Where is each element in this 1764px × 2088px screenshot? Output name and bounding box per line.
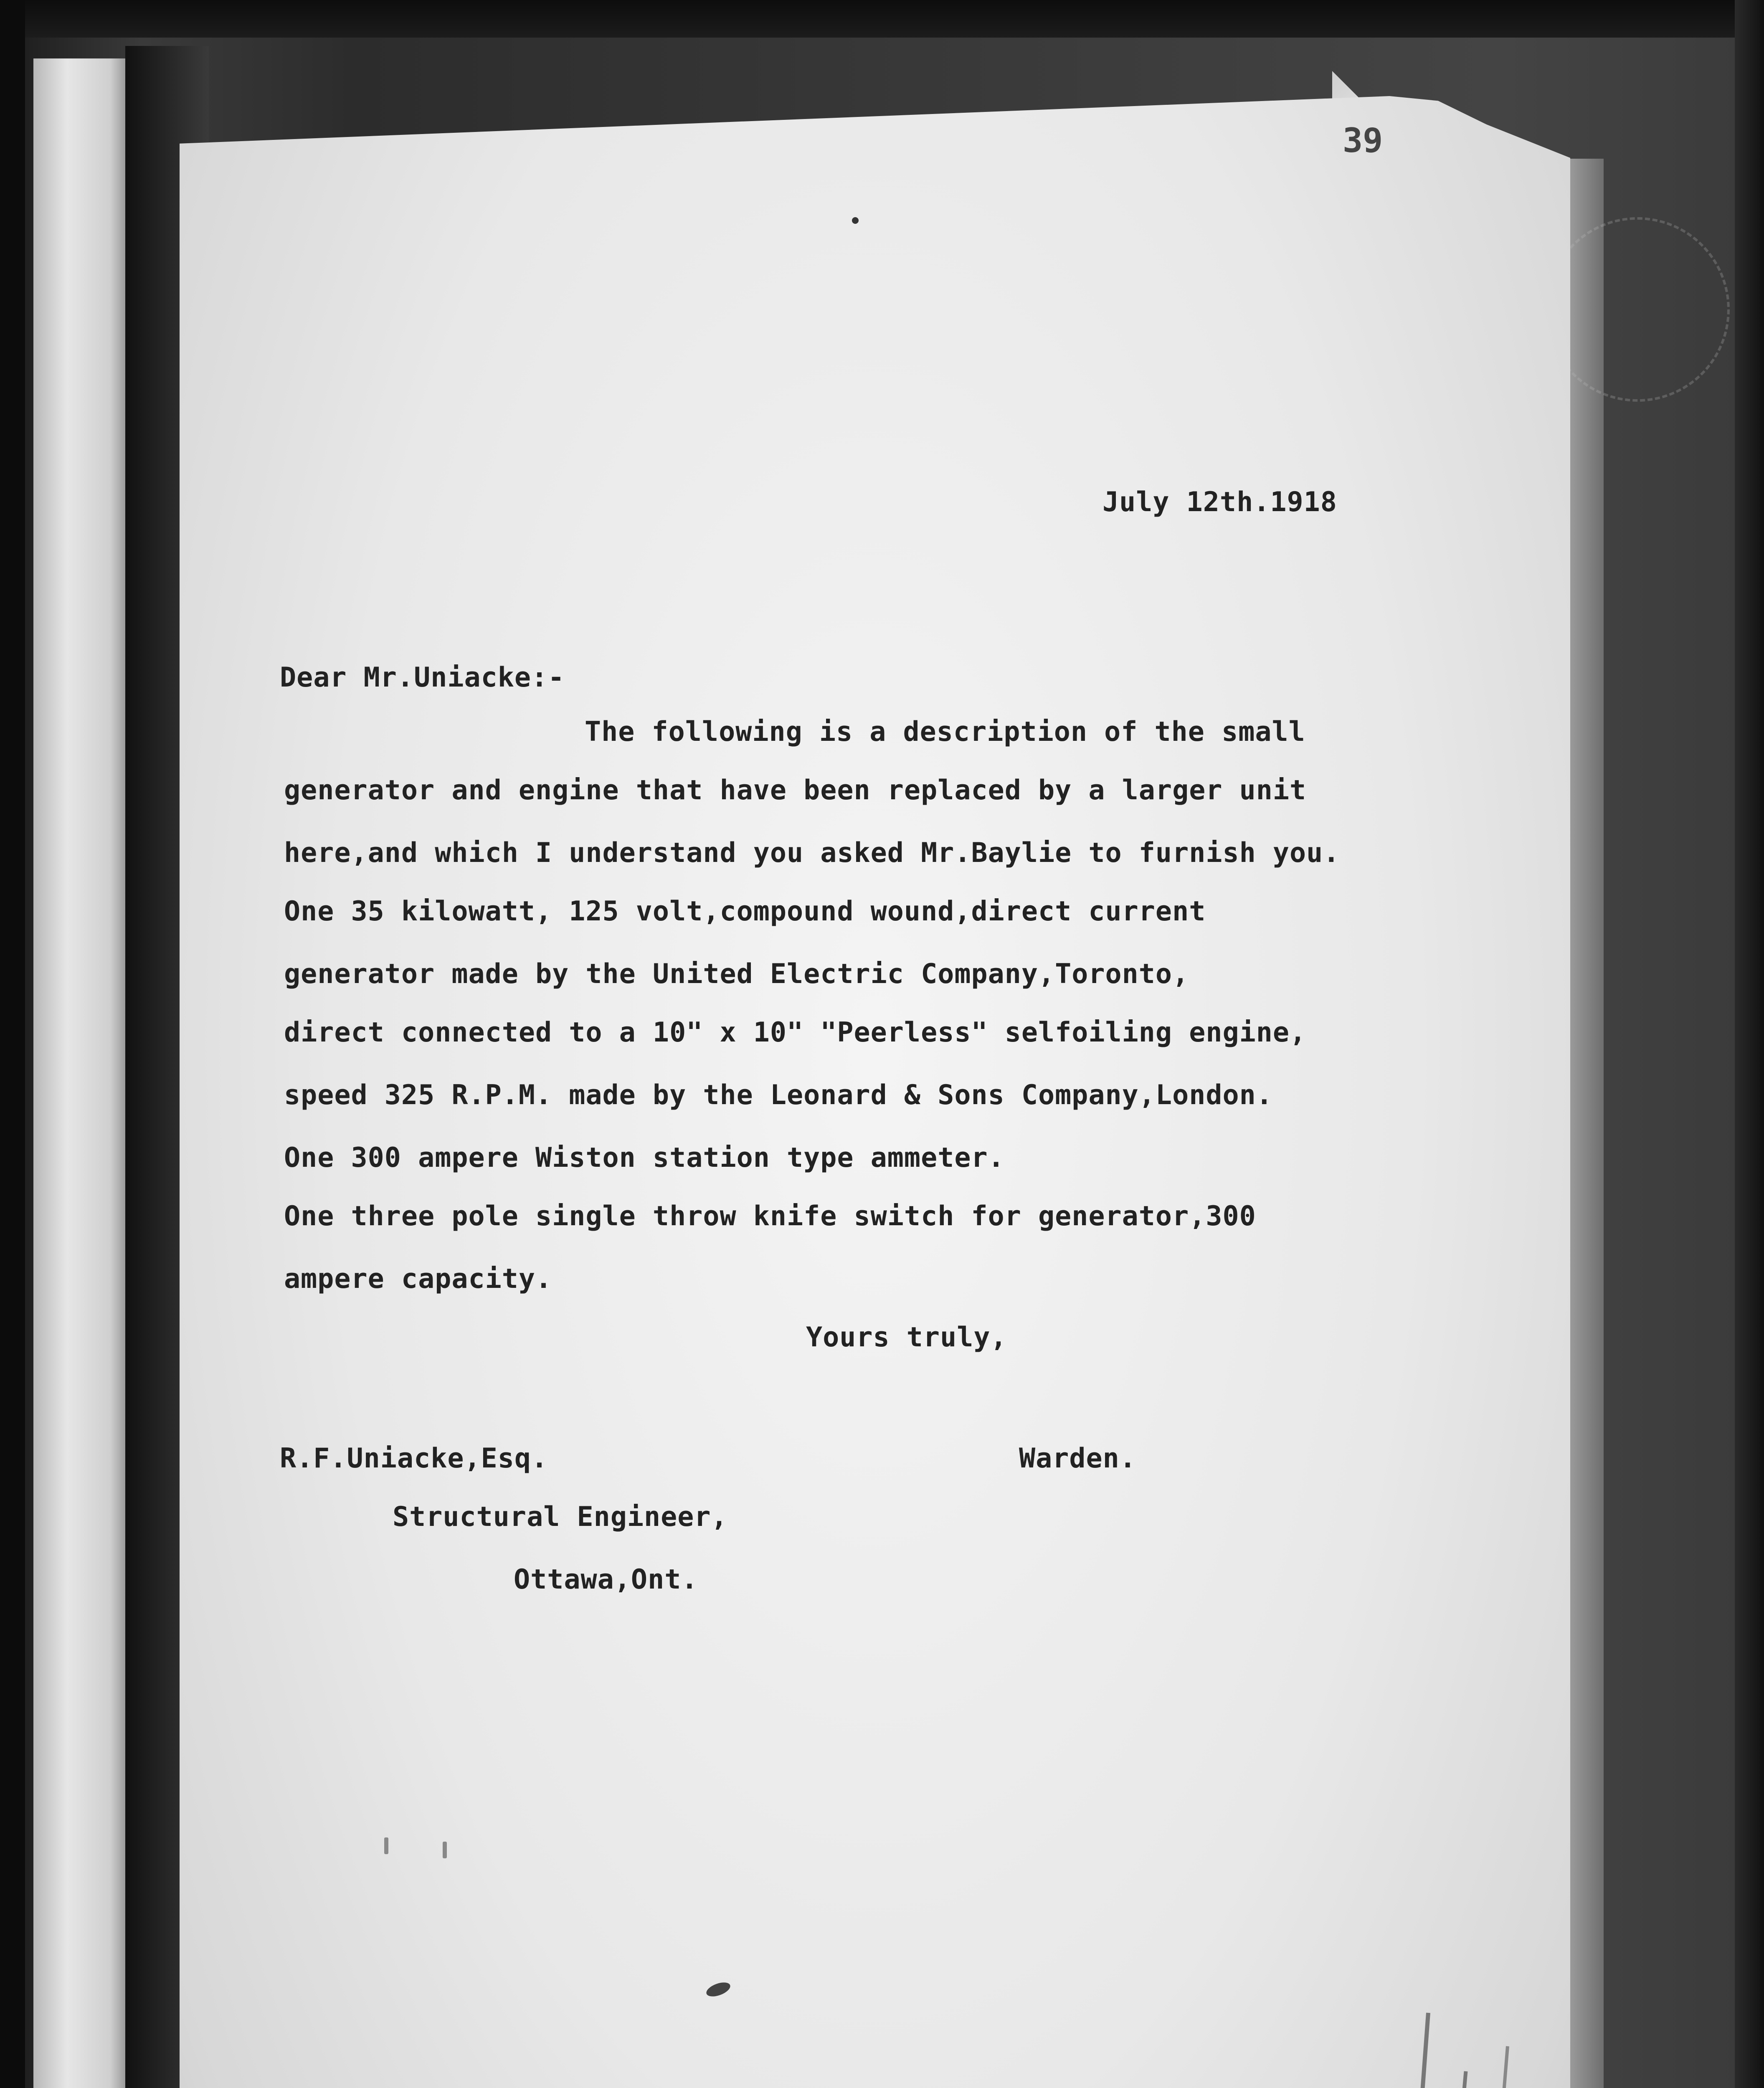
paper-mark [384,1837,388,1854]
body-line: ampere capacity. [284,1263,553,1295]
body-line: One 35 kilowatt, 125 volt,compound wound,direct current [284,896,1206,927]
page-number: 39 [1343,121,1383,160]
film-border-left [0,0,25,2088]
letter-date: July 12th.1918 [1102,487,1337,518]
addressee-city: Ottawa,Ont. [514,1564,698,1595]
salutation: Dear Mr.Uniacke:- [280,662,565,693]
body-line: here,and which I understand you asked Mr.Baylie to furnish you. [284,837,1340,869]
body-line: direct connected to a 10" x 10" "Peerless" selfoiling engine, [284,1017,1307,1048]
film-border-right [1735,0,1764,2088]
body-line: One three pole single throw knife switch for generator,300 [284,1201,1256,1232]
paper-speck [852,217,859,224]
underlying-page-edge [1570,159,1604,2088]
body-line: speed 325 R.P.M. made by the Leonard & Sons Company,London. [284,1079,1273,1111]
faint-stamp [1545,217,1730,402]
body-line: One 300 ampere Wiston station type ammeter. [284,1142,1005,1173]
signature-title: Warden. [1019,1443,1136,1474]
film-border-top [0,0,1764,38]
backing-sheet-edge [33,58,129,2088]
addressee-name: R.F.Uniacke,Esq. [280,1443,548,1474]
body-line: generator made by the United Electric Company,Toronto, [284,958,1189,990]
pencil-annotation [1370,1963,1545,2088]
paper-mark [443,1842,447,1858]
body-line: The following is a description of the small [585,716,1305,748]
addressee-title: Structural Engineer, [393,1501,728,1533]
closing: Yours truly, [806,1322,1007,1353]
body-line: generator and engine that have been replaced by a larger unit [284,775,1307,806]
